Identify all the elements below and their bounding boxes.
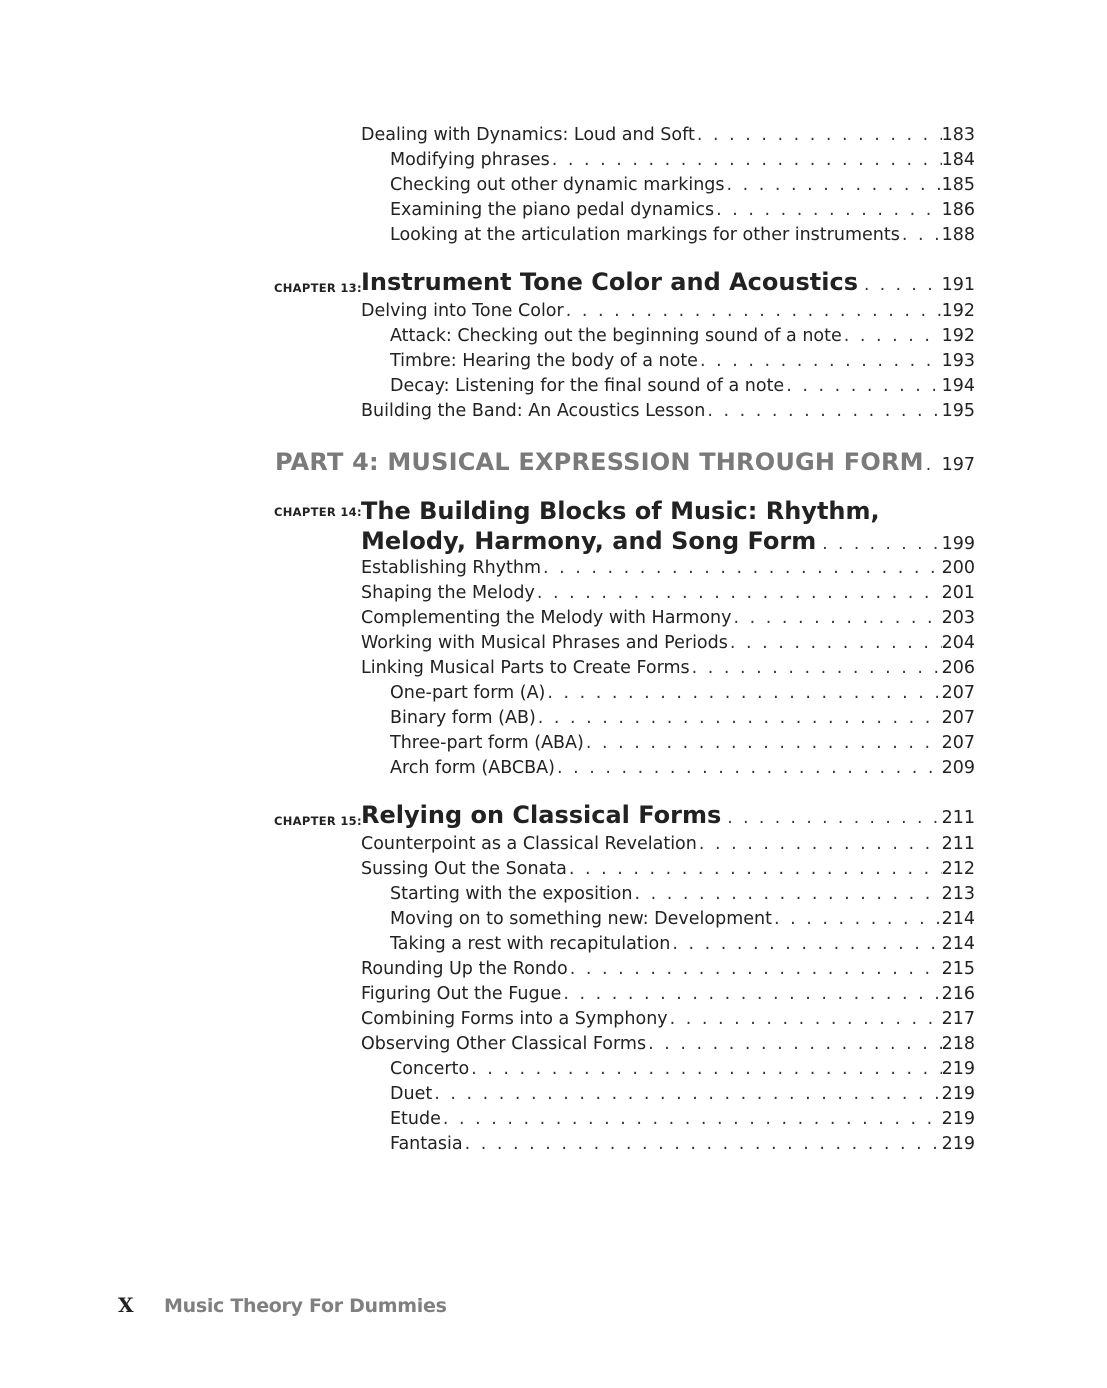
dot-leader — [538, 706, 942, 731]
entry-page-number: 201 — [941, 583, 975, 603]
chapter-label: CHAPTER 15: — [274, 814, 362, 828]
entry-title: Three-part form (ABA) — [390, 733, 584, 753]
toc-subsection-entry[interactable] — [390, 1057, 975, 1082]
entry-title: Observing Other Classical Forms — [361, 1034, 647, 1054]
toc-section-entry[interactable] — [361, 656, 975, 681]
dot-leader — [774, 907, 942, 932]
entry-title: Figuring Out the Fugue — [361, 984, 562, 1004]
toc-subsection-entry[interactable] — [390, 882, 975, 907]
entry-title: Linking Musical Parts to Create Forms — [361, 658, 690, 678]
toc-subsection-entry[interactable] — [390, 1132, 975, 1157]
toc-section-entry[interactable] — [361, 299, 975, 324]
entry-page-number: 206 — [941, 658, 975, 678]
entry-page-number: 219 — [941, 1134, 975, 1154]
entry-title: Working with Musical Phrases and Periods — [361, 633, 728, 653]
toc-subsection-entry[interactable] — [390, 148, 975, 173]
dot-leader — [699, 832, 942, 857]
toc-subsection-entry[interactable] — [390, 706, 975, 731]
entry-title: Starting with the exposition — [390, 884, 633, 904]
toc-subsection-entry[interactable] — [390, 349, 975, 374]
entry-title: One-part form (A) — [390, 683, 546, 703]
toc-subsection-entry[interactable] — [390, 731, 975, 756]
entry-page-number: 184 — [941, 150, 975, 170]
entry-page-number: 218 — [941, 1034, 975, 1054]
toc-section-entry[interactable] — [361, 631, 975, 656]
entry-title: Attack: Checking out the beginning sound of a note — [390, 326, 842, 346]
entry-page-number: 203 — [941, 608, 975, 628]
table-of-contents — [0, 123, 1107, 1157]
dot-leader — [465, 1132, 942, 1157]
entry-page-number: 219 — [941, 1059, 975, 1079]
entry-title: Timbre: Hearing the body of a note — [390, 351, 698, 371]
toc-section-entry[interactable] — [361, 581, 975, 606]
dot-leader — [557, 756, 942, 781]
entry-title: Fantasia — [390, 1134, 463, 1154]
toc-section-entry[interactable] — [361, 123, 975, 148]
entry-title: Rounding Up the Rondo — [361, 959, 568, 979]
dot-leader — [697, 123, 942, 148]
entry-page-number: 188 — [941, 225, 975, 245]
toc-section-entry[interactable] — [361, 832, 975, 857]
entry-page-number: 216 — [941, 984, 975, 1004]
entry-title: Checking out other dynamic markings — [390, 175, 725, 195]
entry-title: Combining Forms into a Symphony — [361, 1009, 668, 1029]
chapter-label: CHAPTER 14: — [274, 505, 362, 519]
entry-title: Etude — [390, 1109, 441, 1129]
dot-leader — [692, 656, 942, 681]
dot-leader — [727, 808, 941, 828]
entry-page-number: 195 — [941, 401, 975, 421]
chapter-title-line-1: The Building Blocks of Music: Rhythm, — [361, 497, 880, 525]
entry-page-number: 194 — [941, 376, 975, 396]
entry-title: Delving into Tone Color — [361, 301, 564, 321]
entry-page-number: 193 — [941, 351, 975, 371]
dot-leader — [672, 932, 941, 957]
entry-title: Looking at the articulation markings for other instruments — [390, 225, 900, 245]
dot-leader — [543, 556, 942, 581]
entry-page-number: 192 — [941, 301, 975, 321]
toc-section-entry[interactable] — [361, 957, 975, 982]
dot-leader — [443, 1107, 942, 1132]
dot-leader — [552, 148, 942, 173]
chapter-heading[interactable] — [274, 265, 975, 299]
entry-page-number: 186 — [941, 200, 975, 220]
toc-subsection-entry[interactable] — [390, 907, 975, 932]
toc-subsection-entry[interactable] — [390, 223, 975, 248]
part-page-number: 197 — [941, 455, 975, 475]
entry-page-number: 204 — [941, 633, 975, 653]
entry-page-number: 214 — [941, 934, 975, 954]
toc-subsection-entry[interactable] — [390, 756, 975, 781]
entry-title: Counterpoint as a Classical Revelation — [361, 834, 697, 854]
chapter-heading[interactable] — [274, 798, 975, 832]
entry-page-number: 215 — [941, 959, 975, 979]
dot-leader — [634, 882, 941, 907]
page-footer — [118, 1293, 447, 1321]
entry-page-number: 217 — [941, 1009, 975, 1029]
chapter-page-number: 191 — [941, 275, 975, 295]
dot-leader — [716, 198, 941, 223]
chapter-title: Relying on Classical Forms — [361, 801, 722, 829]
toc-subsection-entry[interactable] — [390, 173, 975, 198]
entry-title: Concerto — [390, 1059, 470, 1079]
dot-leader — [570, 957, 942, 982]
dot-leader — [734, 606, 942, 631]
part-title: PART 4: MUSICAL EXPRESSION THROUGH FORM — [275, 448, 924, 476]
entry-title: Complementing the Melody with Harmony — [361, 608, 732, 628]
toc-subsection-entry[interactable] — [390, 198, 975, 223]
dot-leader — [864, 275, 942, 295]
entry-page-number: 212 — [941, 859, 975, 879]
toc-subsection-entry[interactable] — [390, 681, 975, 706]
toc-subsection-entry[interactable] — [390, 1082, 975, 1107]
toc-section-entry[interactable] — [361, 1032, 975, 1057]
dot-leader — [569, 857, 942, 882]
entry-title: Decay: Listening for the final sound of a note — [390, 376, 785, 396]
chapter-page-number: 199 — [941, 534, 975, 554]
toc-section-entry[interactable] — [361, 556, 975, 581]
toc-subsection-entry[interactable] — [390, 932, 975, 957]
dot-leader — [471, 1057, 941, 1082]
entry-page-number: 185 — [941, 175, 975, 195]
entry-title: Sussing Out the Sonata — [361, 859, 567, 879]
dot-leader — [537, 581, 942, 606]
chapter-label: CHAPTER 13: — [274, 281, 362, 295]
entry-page-number: 209 — [941, 758, 975, 778]
entry-title: Taking a rest with recapitulation — [390, 934, 671, 954]
dot-leader — [648, 1032, 942, 1057]
entry-title: Building the Band: An Acoustics Lesson — [361, 401, 706, 421]
entry-page-number: 219 — [941, 1084, 975, 1104]
toc-section-entry[interactable] — [361, 857, 975, 882]
entry-title: Establishing Rhythm — [361, 558, 542, 578]
entry-page-number: 207 — [941, 708, 975, 728]
dot-leader — [926, 447, 942, 483]
entry-title: Modifying phrases — [390, 150, 550, 170]
entry-page-number: 183 — [941, 125, 975, 145]
entry-page-number: 211 — [941, 834, 975, 854]
dot-leader — [563, 982, 941, 1007]
toc-section-entry[interactable] — [361, 399, 975, 424]
dot-leader — [566, 299, 942, 324]
entry-page-number: 219 — [941, 1109, 975, 1129]
dot-leader — [434, 1082, 941, 1107]
entry-page-number: 207 — [941, 683, 975, 703]
chapter-title-line-2: Melody, Harmony, and Song Form — [361, 527, 817, 555]
chapter-heading[interactable] — [274, 496, 975, 556]
entry-title: Moving on to something new: Development — [390, 909, 772, 929]
entry-page-number: 192 — [941, 326, 975, 346]
running-book-title: Music Theory For Dummies — [164, 1295, 447, 1317]
entry-page-number: 200 — [941, 558, 975, 578]
entry-page-number: 214 — [941, 909, 975, 929]
toc-subsection-entry[interactable] — [390, 1107, 975, 1132]
chapter-page-number: 211 — [941, 808, 975, 828]
toc-subsection-entry[interactable] — [390, 324, 975, 349]
entry-title: Examining the piano pedal dynamics — [390, 200, 715, 220]
entry-title: Binary form (AB) — [390, 708, 536, 728]
dot-leader — [822, 529, 941, 559]
dot-leader — [700, 349, 942, 374]
entry-title: Arch form (ABCBA) — [390, 758, 555, 778]
dot-leader — [586, 731, 942, 756]
entry-page-number: 213 — [941, 884, 975, 904]
dot-leader — [844, 324, 942, 349]
dot-leader — [727, 173, 942, 198]
entry-title: Duet — [390, 1084, 433, 1104]
dot-leader — [547, 681, 941, 706]
chapter-title-line-2-row — [361, 526, 975, 556]
toc-subsection-entry[interactable] — [390, 374, 975, 399]
part-heading[interactable] — [275, 444, 975, 480]
page-number: X — [118, 1293, 134, 1317]
entry-title: Shaping the Melody — [361, 583, 535, 603]
dot-leader — [786, 374, 941, 399]
entry-page-number: 207 — [941, 733, 975, 753]
toc-section-entry[interactable] — [361, 606, 975, 631]
entry-title: Dealing with Dynamics: Loud and Soft — [361, 125, 695, 145]
toc-section-entry[interactable] — [361, 982, 975, 1007]
toc-section-entry[interactable] — [361, 1007, 975, 1032]
dot-leader — [707, 399, 941, 424]
chapter-title: Instrument Tone Color and Acoustics — [361, 268, 858, 296]
dot-leader — [730, 631, 942, 656]
dot-leader — [902, 223, 942, 248]
dot-leader — [670, 1007, 942, 1032]
